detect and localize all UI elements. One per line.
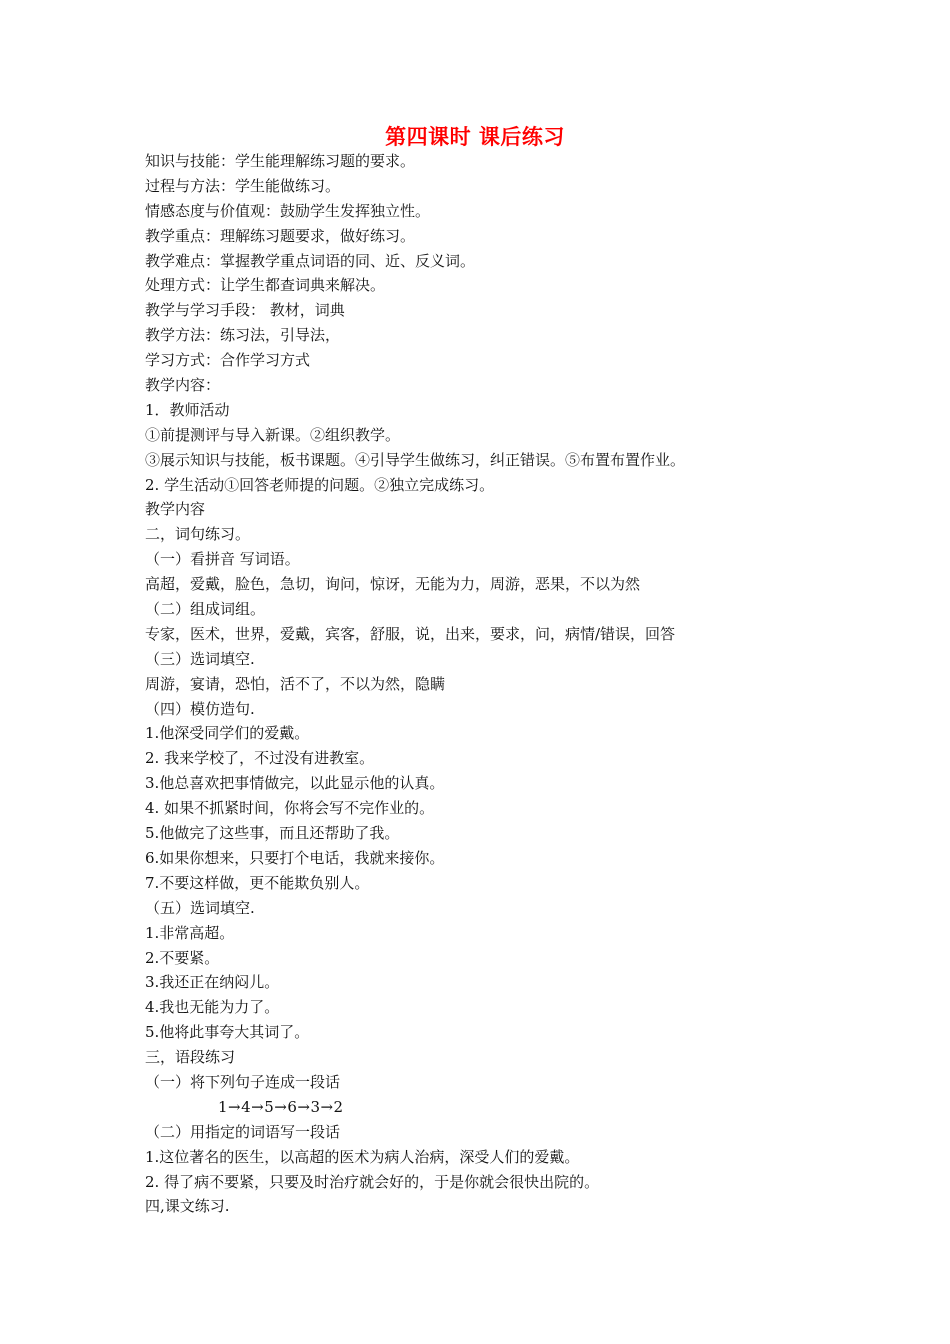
text-line: （一）看拼音 写词语。 (145, 550, 300, 569)
text-line: ①前提测评与导入新课。②组织教学。 (145, 425, 401, 444)
text-line: 三，语段练习 (145, 1048, 236, 1067)
text-line: 1→4→5→6→3→2 (218, 1097, 344, 1116)
text-line: 2. 我来学校了，不过没有进教室。 (145, 749, 375, 768)
text-line: 4. 如果不抓紧时间，你将会写不完作业的。 (145, 799, 435, 818)
text-line: 5.他将此事夸大其词了。 (145, 1023, 310, 1042)
text-line: ③展示知识与技能，板书课题。④引导学生做练习，纠正错误。⑤布置布置作业。 (145, 450, 686, 469)
text-line: 1.这位著名的医生，以高超的医术为病人治病，深受人们的爱戴。 (145, 1147, 580, 1166)
text-line: 教学方法：练习法，引导法， (145, 326, 341, 345)
text-line: 1.他深受同学们的爱戴。 (145, 724, 310, 743)
text-line: 3.我还正在纳闷儿。 (145, 973, 280, 992)
text-line: 学习方式：合作学习方式 (145, 351, 311, 370)
text-line: 4.我也无能为力了。 (145, 998, 280, 1017)
text-line: 6.如果你想来，只要打个电话，我就来接你。 (145, 848, 445, 867)
text-line: 3.他总喜欢把事情做完，以此显示他的认真。 (145, 774, 445, 793)
text-line: （四）模仿造句. (145, 699, 255, 718)
text-line: 7.不要这样做，更不能欺负别人。 (145, 873, 370, 892)
text-line: 1.非常高超。 (145, 923, 235, 942)
text-line: 2. 学生活动①回答老师提的问题。②独立完成练习。 (145, 475, 495, 494)
text-line: 2. 得了病不要紧，只要及时治疗就会好的，于是你就会很快出院的。 (145, 1172, 600, 1191)
text-line: 二，词句练习。 (145, 525, 251, 544)
text-line: 情感态度与价值观：鼓励学生发挥独立性。 (145, 201, 431, 220)
text-line: 过程与方法：学生能做练习。 (145, 176, 341, 195)
text-line: 2.不要紧。 (145, 948, 220, 967)
text-line: 专家，医术，世界，爱戴，宾客，舒服，说，出来，要求，问，病情/错误，回答 (145, 624, 676, 643)
text-line: 5.他做完了这些事，而且还帮助了我。 (145, 824, 400, 843)
text-line: 知识与技能：学生能理解练习题的要求。 (145, 152, 416, 170)
page-title: 第四课时 课后练习 (385, 125, 565, 149)
text-line: 教学难点：掌握教学重点词语的同、近、反义词。 (145, 251, 476, 270)
text-line: 四,课文练习. (145, 1197, 230, 1216)
text-line: 高超，爱戴，脸色，急切，询问，惊讶，无能为力，周游，恶果，不以为然 (145, 575, 641, 594)
text-line: 周游，宴请，恐怕，活不了，不以为然，隐瞒 (145, 674, 446, 693)
text-line: （一）将下列句子连成一段话 (145, 1072, 341, 1091)
text-line: 教学重点：理解练习题要求，做好练习。 (145, 226, 416, 245)
text-line: 教学内容： (145, 376, 221, 395)
text-line: （五）选词填空. (145, 898, 255, 917)
text-line: 处理方式：让学生都查词典来解决。 (145, 276, 386, 295)
text-line: 教学内容 (145, 500, 206, 519)
text-line: （二）组成词组。 (145, 600, 266, 619)
text-line: （二）用指定的词语写一段话 (145, 1122, 341, 1141)
document-body (145, 149, 865, 1219)
text-line: 1．教师活动 (145, 400, 230, 419)
text-line: （三）选词填空. (145, 649, 255, 668)
text-line: 教学与学习手段： 教材，词典 (145, 301, 345, 320)
